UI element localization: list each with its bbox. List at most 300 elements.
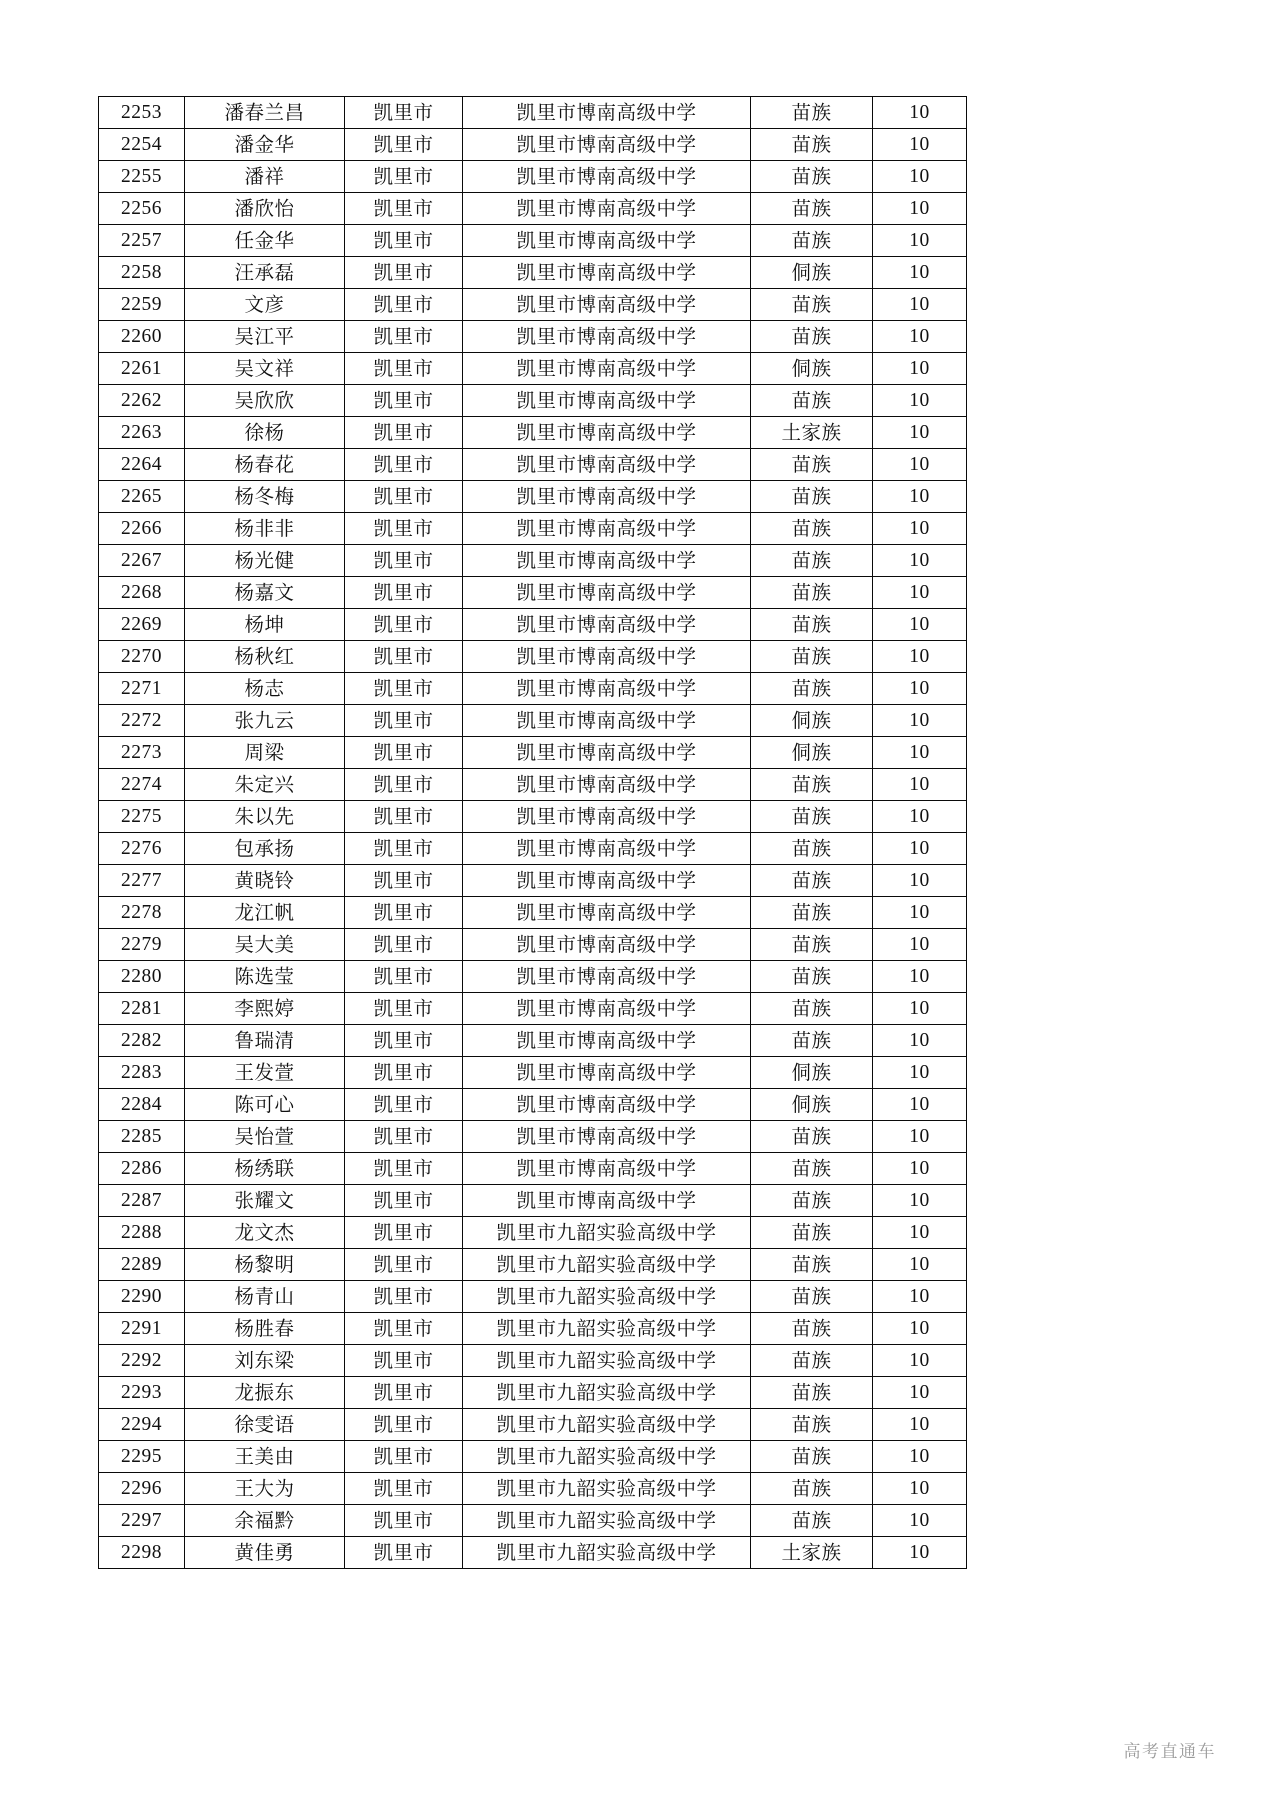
cell-name: 杨坤 — [185, 609, 345, 641]
cell-city: 凯里市 — [345, 481, 463, 513]
cell-seq: 2266 — [99, 513, 185, 545]
cell-seq: 2255 — [99, 161, 185, 193]
cell-score: 10 — [873, 961, 967, 993]
cell-school: 凯里市博南高级中学 — [463, 577, 751, 609]
table-row — [99, 1057, 967, 1089]
cell-city: 凯里市 — [345, 321, 463, 353]
cell-seq: 2261 — [99, 353, 185, 385]
cell-ethnicity: 苗族 — [751, 993, 873, 1025]
cell-ethnicity: 苗族 — [751, 961, 873, 993]
cell-ethnicity: 侗族 — [751, 353, 873, 385]
cell-school: 凯里市博南高级中学 — [463, 609, 751, 641]
cell-score: 10 — [873, 833, 967, 865]
roster-table — [98, 96, 967, 1569]
cell-city: 凯里市 — [345, 1281, 463, 1313]
cell-name: 潘欣怡 — [185, 193, 345, 225]
cell-score: 10 — [873, 865, 967, 897]
table-row — [99, 961, 967, 993]
cell-ethnicity: 苗族 — [751, 385, 873, 417]
cell-city: 凯里市 — [345, 193, 463, 225]
cell-school: 凯里市博南高级中学 — [463, 641, 751, 673]
cell-score: 10 — [873, 161, 967, 193]
cell-school: 凯里市博南高级中学 — [463, 1121, 751, 1153]
cell-ethnicity: 苗族 — [751, 1249, 873, 1281]
table-row — [99, 1473, 967, 1505]
cell-seq: 2287 — [99, 1185, 185, 1217]
cell-seq: 2295 — [99, 1441, 185, 1473]
cell-ethnicity: 苗族 — [751, 225, 873, 257]
cell-ethnicity: 苗族 — [751, 1505, 873, 1537]
cell-city: 凯里市 — [345, 641, 463, 673]
cell-seq: 2289 — [99, 1249, 185, 1281]
cell-school: 凯里市博南高级中学 — [463, 481, 751, 513]
cell-name: 杨非非 — [185, 513, 345, 545]
cell-seq: 2290 — [99, 1281, 185, 1313]
cell-city: 凯里市 — [345, 1089, 463, 1121]
cell-name: 李熙婷 — [185, 993, 345, 1025]
table-row — [99, 193, 967, 225]
table-row — [99, 1249, 967, 1281]
cell-score: 10 — [873, 1505, 967, 1537]
table-row — [99, 1089, 967, 1121]
cell-ethnicity: 苗族 — [751, 1281, 873, 1313]
cell-score: 10 — [873, 705, 967, 737]
cell-name: 杨光健 — [185, 545, 345, 577]
cell-seq: 2268 — [99, 577, 185, 609]
cell-school: 凯里市九韶实验高级中学 — [463, 1473, 751, 1505]
cell-score: 10 — [873, 353, 967, 385]
cell-name: 杨青山 — [185, 1281, 345, 1313]
cell-school: 凯里市博南高级中学 — [463, 673, 751, 705]
cell-score: 10 — [873, 737, 967, 769]
cell-seq: 2294 — [99, 1409, 185, 1441]
table-row — [99, 321, 967, 353]
roster-table-body — [99, 97, 967, 1569]
cell-ethnicity: 苗族 — [751, 1473, 873, 1505]
table-row — [99, 1281, 967, 1313]
cell-school: 凯里市九韶实验高级中学 — [463, 1441, 751, 1473]
cell-ethnicity: 苗族 — [751, 1025, 873, 1057]
table-row — [99, 801, 967, 833]
cell-school: 凯里市博南高级中学 — [463, 545, 751, 577]
cell-score: 10 — [873, 929, 967, 961]
table-row — [99, 513, 967, 545]
cell-name: 吴欣欣 — [185, 385, 345, 417]
cell-score: 10 — [873, 1153, 967, 1185]
cell-school: 凯里市博南高级中学 — [463, 161, 751, 193]
cell-school: 凯里市博南高级中学 — [463, 385, 751, 417]
cell-ethnicity: 苗族 — [751, 481, 873, 513]
cell-city: 凯里市 — [345, 1153, 463, 1185]
cell-seq: 2271 — [99, 673, 185, 705]
cell-name: 杨胜春 — [185, 1313, 345, 1345]
cell-school: 凯里市博南高级中学 — [463, 1057, 751, 1089]
cell-score: 10 — [873, 385, 967, 417]
cell-seq: 2284 — [99, 1089, 185, 1121]
table-row — [99, 673, 967, 705]
cell-score: 10 — [873, 1025, 967, 1057]
cell-score: 10 — [873, 609, 967, 641]
cell-name: 徐杨 — [185, 417, 345, 449]
cell-seq: 2288 — [99, 1217, 185, 1249]
cell-school: 凯里市博南高级中学 — [463, 801, 751, 833]
table-row — [99, 1185, 967, 1217]
cell-name: 杨嘉文 — [185, 577, 345, 609]
cell-school: 凯里市九韶实验高级中学 — [463, 1281, 751, 1313]
cell-seq: 2264 — [99, 449, 185, 481]
cell-score: 10 — [873, 417, 967, 449]
cell-score: 10 — [873, 129, 967, 161]
table-row — [99, 833, 967, 865]
cell-school: 凯里市博南高级中学 — [463, 705, 751, 737]
cell-school: 凯里市博南高级中学 — [463, 289, 751, 321]
cell-seq: 2263 — [99, 417, 185, 449]
table-row — [99, 257, 967, 289]
cell-school: 凯里市九韶实验高级中学 — [463, 1249, 751, 1281]
watermark-label: 高考直通车 — [1123, 1742, 1216, 1762]
cell-school: 凯里市博南高级中学 — [463, 321, 751, 353]
cell-score: 10 — [873, 449, 967, 481]
cell-school: 凯里市博南高级中学 — [463, 1185, 751, 1217]
cell-school: 凯里市九韶实验高级中学 — [463, 1377, 751, 1409]
cell-city: 凯里市 — [345, 737, 463, 769]
cell-school: 凯里市博南高级中学 — [463, 513, 751, 545]
cell-name: 朱以先 — [185, 801, 345, 833]
table-row — [99, 1377, 967, 1409]
cell-score: 10 — [873, 1441, 967, 1473]
cell-city: 凯里市 — [345, 673, 463, 705]
cell-seq: 2273 — [99, 737, 185, 769]
cell-ethnicity: 侗族 — [751, 1089, 873, 1121]
cell-ethnicity: 苗族 — [751, 513, 873, 545]
cell-ethnicity: 苗族 — [751, 769, 873, 801]
cell-score: 10 — [873, 577, 967, 609]
cell-name: 吴大美 — [185, 929, 345, 961]
cell-name: 陈可心 — [185, 1089, 345, 1121]
cell-city: 凯里市 — [345, 353, 463, 385]
cell-score: 10 — [873, 1345, 967, 1377]
cell-ethnicity: 土家族 — [751, 1537, 873, 1569]
cell-ethnicity: 侗族 — [751, 1057, 873, 1089]
cell-name: 杨秋红 — [185, 641, 345, 673]
cell-ethnicity: 苗族 — [751, 1121, 873, 1153]
cell-seq: 2278 — [99, 897, 185, 929]
cell-school: 凯里市九韶实验高级中学 — [463, 1537, 751, 1569]
cell-name: 包承扬 — [185, 833, 345, 865]
table-row — [99, 641, 967, 673]
cell-ethnicity: 苗族 — [751, 289, 873, 321]
table-row — [99, 97, 967, 129]
table-row — [99, 929, 967, 961]
cell-city: 凯里市 — [345, 1505, 463, 1537]
cell-name: 杨黎明 — [185, 1249, 345, 1281]
cell-city: 凯里市 — [345, 929, 463, 961]
cell-school: 凯里市博南高级中学 — [463, 353, 751, 385]
cell-name: 黄佳勇 — [185, 1537, 345, 1569]
cell-ethnicity: 苗族 — [751, 449, 873, 481]
cell-seq: 2275 — [99, 801, 185, 833]
cell-city: 凯里市 — [345, 1313, 463, 1345]
cell-city: 凯里市 — [345, 1441, 463, 1473]
cell-name: 杨春花 — [185, 449, 345, 481]
cell-seq: 2265 — [99, 481, 185, 513]
cell-city: 凯里市 — [345, 1025, 463, 1057]
cell-ethnicity: 苗族 — [751, 1409, 873, 1441]
cell-name: 龙江帆 — [185, 897, 345, 929]
cell-seq: 2282 — [99, 1025, 185, 1057]
cell-school: 凯里市博南高级中学 — [463, 449, 751, 481]
cell-name: 龙文杰 — [185, 1217, 345, 1249]
cell-city: 凯里市 — [345, 513, 463, 545]
cell-name: 潘金华 — [185, 129, 345, 161]
cell-name: 余福黔 — [185, 1505, 345, 1537]
cell-ethnicity: 苗族 — [751, 609, 873, 641]
cell-ethnicity: 苗族 — [751, 577, 873, 609]
cell-score: 10 — [873, 641, 967, 673]
cell-ethnicity: 苗族 — [751, 897, 873, 929]
table-row — [99, 897, 967, 929]
cell-school: 凯里市博南高级中学 — [463, 1089, 751, 1121]
table-row — [99, 1313, 967, 1345]
cell-ethnicity: 苗族 — [751, 641, 873, 673]
cell-city: 凯里市 — [345, 97, 463, 129]
cell-seq: 2269 — [99, 609, 185, 641]
table-row — [99, 1441, 967, 1473]
cell-name: 陈选莹 — [185, 961, 345, 993]
cell-ethnicity: 苗族 — [751, 545, 873, 577]
cell-city: 凯里市 — [345, 1537, 463, 1569]
table-row — [99, 449, 967, 481]
cell-city: 凯里市 — [345, 769, 463, 801]
cell-score: 10 — [873, 1185, 967, 1217]
cell-city: 凯里市 — [345, 833, 463, 865]
cell-school: 凯里市博南高级中学 — [463, 225, 751, 257]
cell-name: 鲁瑞清 — [185, 1025, 345, 1057]
cell-score: 10 — [873, 1377, 967, 1409]
cell-seq: 2283 — [99, 1057, 185, 1089]
cell-score: 10 — [873, 673, 967, 705]
cell-seq: 2260 — [99, 321, 185, 353]
table-row — [99, 865, 967, 897]
cell-score: 10 — [873, 1089, 967, 1121]
cell-seq: 2258 — [99, 257, 185, 289]
cell-ethnicity: 苗族 — [751, 1441, 873, 1473]
cell-city: 凯里市 — [345, 1473, 463, 1505]
cell-ethnicity: 苗族 — [751, 1153, 873, 1185]
table-row — [99, 545, 967, 577]
cell-seq: 2270 — [99, 641, 185, 673]
table-row — [99, 577, 967, 609]
table-row — [99, 1121, 967, 1153]
cell-name: 潘祥 — [185, 161, 345, 193]
cell-seq: 2280 — [99, 961, 185, 993]
cell-score: 10 — [873, 1409, 967, 1441]
cell-score: 10 — [873, 1057, 967, 1089]
cell-ethnicity: 苗族 — [751, 1377, 873, 1409]
cell-name: 刘东梁 — [185, 1345, 345, 1377]
cell-seq: 2274 — [99, 769, 185, 801]
cell-seq: 2253 — [99, 97, 185, 129]
cell-city: 凯里市 — [345, 577, 463, 609]
table-row — [99, 1025, 967, 1057]
cell-name: 王发萱 — [185, 1057, 345, 1089]
cell-score: 10 — [873, 193, 967, 225]
cell-seq: 2276 — [99, 833, 185, 865]
cell-seq: 2277 — [99, 865, 185, 897]
cell-ethnicity: 侗族 — [751, 705, 873, 737]
cell-city: 凯里市 — [345, 129, 463, 161]
table-row — [99, 609, 967, 641]
cell-name: 杨冬梅 — [185, 481, 345, 513]
cell-seq: 2291 — [99, 1313, 185, 1345]
cell-seq: 2297 — [99, 1505, 185, 1537]
cell-seq: 2279 — [99, 929, 185, 961]
cell-city: 凯里市 — [345, 289, 463, 321]
table-row — [99, 769, 967, 801]
cell-city: 凯里市 — [345, 961, 463, 993]
cell-ethnicity: 苗族 — [751, 1185, 873, 1217]
cell-city: 凯里市 — [345, 865, 463, 897]
cell-city: 凯里市 — [345, 1057, 463, 1089]
cell-ethnicity: 侗族 — [751, 737, 873, 769]
cell-score: 10 — [873, 769, 967, 801]
cell-school: 凯里市博南高级中学 — [463, 1153, 751, 1185]
cell-score: 10 — [873, 1249, 967, 1281]
cell-school: 凯里市九韶实验高级中学 — [463, 1345, 751, 1377]
cell-score: 10 — [873, 257, 967, 289]
cell-name: 张九云 — [185, 705, 345, 737]
cell-ethnicity: 苗族 — [751, 673, 873, 705]
cell-ethnicity: 土家族 — [751, 417, 873, 449]
table-row — [99, 1217, 967, 1249]
cell-seq: 2281 — [99, 993, 185, 1025]
cell-school: 凯里市博南高级中学 — [463, 865, 751, 897]
cell-city: 凯里市 — [345, 257, 463, 289]
cell-city: 凯里市 — [345, 993, 463, 1025]
cell-city: 凯里市 — [345, 609, 463, 641]
table-row — [99, 289, 967, 321]
cell-name: 吴江平 — [185, 321, 345, 353]
cell-seq: 2272 — [99, 705, 185, 737]
table-row — [99, 993, 967, 1025]
table-row — [99, 1505, 967, 1537]
cell-school: 凯里市博南高级中学 — [463, 129, 751, 161]
cell-ethnicity: 苗族 — [751, 161, 873, 193]
table-row — [99, 737, 967, 769]
cell-seq: 2267 — [99, 545, 185, 577]
cell-school: 凯里市博南高级中学 — [463, 833, 751, 865]
cell-score: 10 — [873, 289, 967, 321]
cell-name: 周梁 — [185, 737, 345, 769]
cell-city: 凯里市 — [345, 1345, 463, 1377]
cell-score: 10 — [873, 1121, 967, 1153]
table-row — [99, 161, 967, 193]
cell-ethnicity: 苗族 — [751, 1345, 873, 1377]
cell-name: 文彦 — [185, 289, 345, 321]
cell-name: 王大为 — [185, 1473, 345, 1505]
cell-seq: 2285 — [99, 1121, 185, 1153]
cell-ethnicity: 苗族 — [751, 801, 873, 833]
table-row — [99, 481, 967, 513]
cell-school: 凯里市博南高级中学 — [463, 417, 751, 449]
cell-city: 凯里市 — [345, 545, 463, 577]
cell-score: 10 — [873, 513, 967, 545]
cell-ethnicity: 苗族 — [751, 97, 873, 129]
cell-school: 凯里市博南高级中学 — [463, 769, 751, 801]
cell-name: 任金华 — [185, 225, 345, 257]
cell-seq: 2298 — [99, 1537, 185, 1569]
cell-city: 凯里市 — [345, 1121, 463, 1153]
cell-name: 徐雯语 — [185, 1409, 345, 1441]
table-row — [99, 385, 967, 417]
cell-name: 汪承磊 — [185, 257, 345, 289]
cell-city: 凯里市 — [345, 417, 463, 449]
table-row — [99, 705, 967, 737]
table-row — [99, 129, 967, 161]
cell-ethnicity: 苗族 — [751, 833, 873, 865]
cell-city: 凯里市 — [345, 161, 463, 193]
cell-city: 凯里市 — [345, 385, 463, 417]
cell-city: 凯里市 — [345, 225, 463, 257]
cell-score: 10 — [873, 801, 967, 833]
cell-seq: 2254 — [99, 129, 185, 161]
cell-school: 凯里市博南高级中学 — [463, 993, 751, 1025]
cell-name: 吴怡萱 — [185, 1121, 345, 1153]
cell-name: 黄晓铃 — [185, 865, 345, 897]
cell-school: 凯里市博南高级中学 — [463, 961, 751, 993]
cell-score: 10 — [873, 1313, 967, 1345]
table-row — [99, 225, 967, 257]
cell-seq: 2256 — [99, 193, 185, 225]
cell-school: 凯里市博南高级中学 — [463, 897, 751, 929]
roster-table-container — [98, 96, 966, 1569]
cell-name: 龙振东 — [185, 1377, 345, 1409]
cell-ethnicity: 苗族 — [751, 321, 873, 353]
cell-school: 凯里市博南高级中学 — [463, 929, 751, 961]
cell-ethnicity: 苗族 — [751, 865, 873, 897]
cell-score: 10 — [873, 1473, 967, 1505]
cell-seq: 2293 — [99, 1377, 185, 1409]
cell-city: 凯里市 — [345, 705, 463, 737]
cell-name: 王美由 — [185, 1441, 345, 1473]
cell-school: 凯里市九韶实验高级中学 — [463, 1313, 751, 1345]
cell-city: 凯里市 — [345, 1377, 463, 1409]
cell-name: 潘春兰昌 — [185, 97, 345, 129]
cell-name: 杨绣联 — [185, 1153, 345, 1185]
cell-school: 凯里市博南高级中学 — [463, 1025, 751, 1057]
table-row — [99, 1153, 967, 1185]
cell-seq: 2262 — [99, 385, 185, 417]
cell-city: 凯里市 — [345, 1249, 463, 1281]
cell-score: 10 — [873, 481, 967, 513]
cell-score: 10 — [873, 321, 967, 353]
cell-seq: 2257 — [99, 225, 185, 257]
table-row — [99, 1345, 967, 1377]
cell-school: 凯里市博南高级中学 — [463, 97, 751, 129]
cell-name: 吴文祥 — [185, 353, 345, 385]
cell-name: 杨志 — [185, 673, 345, 705]
cell-school: 凯里市博南高级中学 — [463, 193, 751, 225]
cell-ethnicity: 苗族 — [751, 193, 873, 225]
cell-seq: 2296 — [99, 1473, 185, 1505]
cell-score: 10 — [873, 1537, 967, 1569]
cell-score: 10 — [873, 897, 967, 929]
cell-score: 10 — [873, 225, 967, 257]
cell-city: 凯里市 — [345, 449, 463, 481]
cell-school: 凯里市九韶实验高级中学 — [463, 1505, 751, 1537]
cell-seq: 2292 — [99, 1345, 185, 1377]
cell-ethnicity: 苗族 — [751, 129, 873, 161]
